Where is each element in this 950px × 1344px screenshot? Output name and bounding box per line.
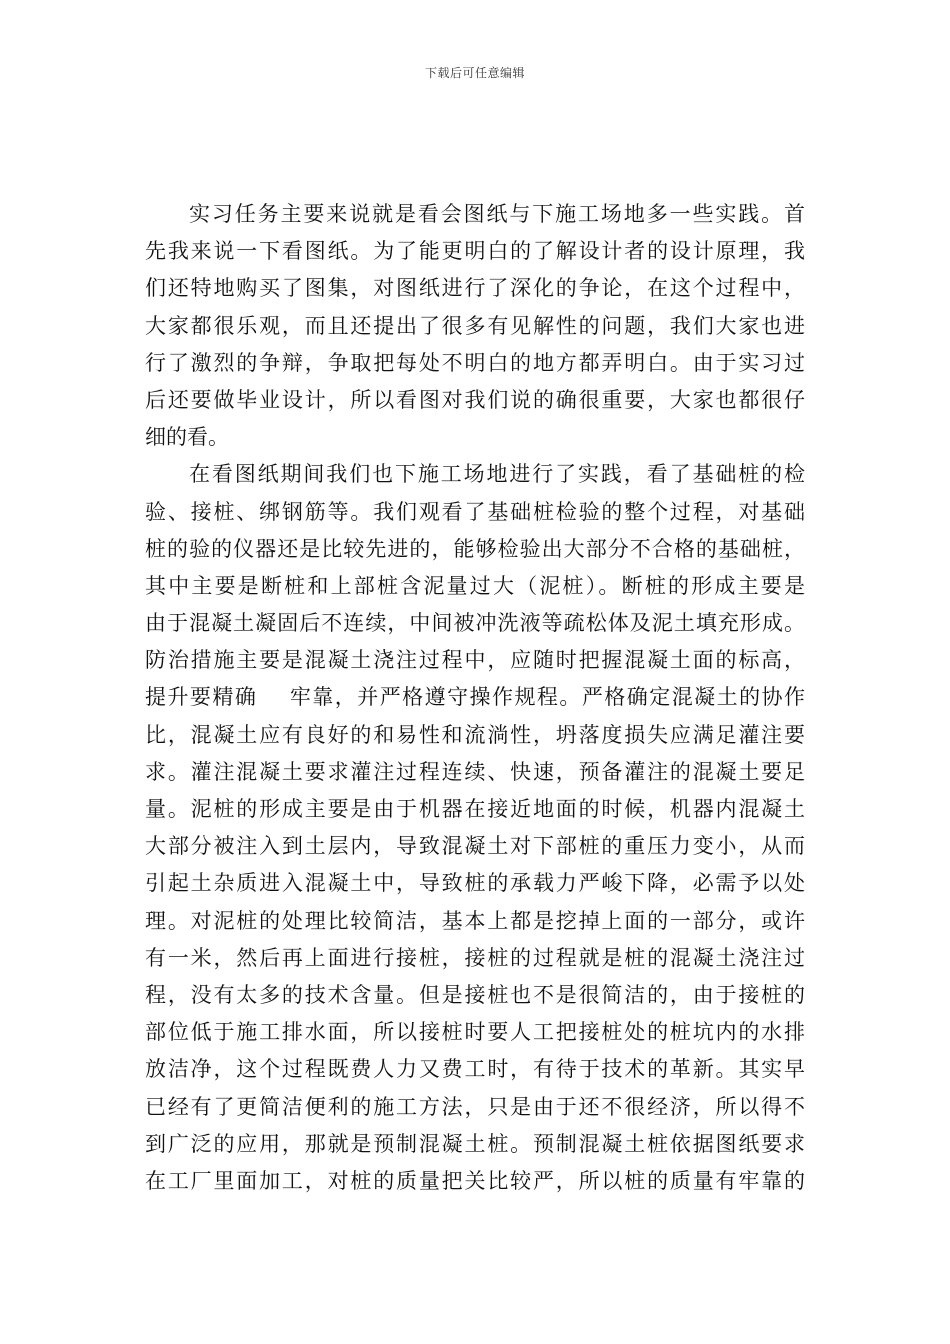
paragraph-1-line: 大家都很乐观，而且还提出了很多有见解性的问题，我们大家也进 xyxy=(145,313,805,338)
paragraph-2-line: 求。灌注混凝土要求灌注过程连续、快速，预备灌注的混凝土要足 xyxy=(145,759,805,784)
paragraph-1-line: 细的看。 xyxy=(145,425,229,450)
document-body xyxy=(145,196,805,1200)
paragraph-1-line: 实习任务主要来说就是看会图纸与下施工场地多一些实践。首 xyxy=(189,202,805,226)
paragraph-2-line: 桩的验的仪器还是比较先进的，能够检验出大部分不合格的基础桩， xyxy=(145,536,805,561)
paragraph-2-line: 由于混凝土凝固后不连续，中间被冲洗液等疏松体及泥土填充形成。 xyxy=(145,611,805,636)
paragraph-2-line: 提升要精确 牢靠，并严格遵守操作规程。严格确定混凝土的协作 xyxy=(145,685,805,710)
paragraph-1-line: 们还特地购买了图集，对图纸进行了深化的争论，在这个过程中， xyxy=(145,276,805,301)
paragraph-2-line: 部位低于施工排水面，所以接桩时要人工把接桩处的桩坑内的水排 xyxy=(145,1020,805,1045)
paragraph-2-line: 在看图纸期间我们也下施工场地进行了实践，看了基础桩的检 xyxy=(189,462,805,487)
paragraph-2-line: 程，没有太多的技术含量。但是接桩也不是很简洁的，由于接桩的 xyxy=(145,982,805,1007)
paragraph-2-line: 在工厂里面加工，对桩的质量把关比较严，所以桩的质量有牢靠的 xyxy=(145,1168,805,1193)
paragraph-2-line: 量。泥桩的形成主要是由于机器在接近地面的时候，机器内混凝土 xyxy=(145,797,805,821)
paragraph-2-line: 验、接桩、绑钢筋等。我们观看了基础桩检验的整个过程，对基础 xyxy=(145,499,805,524)
paragraph-2-line: 理。对泥桩的处理比较简洁，基本上都是挖掉上面的一部分，或许 xyxy=(145,908,805,933)
paragraph-2-line: 放洁净，这个过程既费人力又费工时，有待于技术的革新。其实早 xyxy=(145,1057,805,1082)
paragraph-1-line: 后还要做毕业设计，所以看图对我们说的确很重要，大家也都很仔 xyxy=(145,387,805,412)
paragraph-1-line: 先我来说一下看图纸。为了能更明白的了解设计者的设计原理，我 xyxy=(145,239,805,264)
paragraph-2-line: 其中主要是断桩和上部桩含泥量过大（泥桩）。断桩的形成主要是 xyxy=(145,573,805,598)
paragraph-2-line: 大部分被注入到土层内，导致混凝土对下部桩的重压力变小，从而 xyxy=(145,834,805,859)
paragraph-2-line: 比，混凝土应有良好的和易性和流淌性，坍落度损失应满足灌注要 xyxy=(145,722,805,747)
paragraph-2-line: 有一米，然后再上面进行接桩，接桩的过程就是桩的混凝土浇注过 xyxy=(145,945,805,970)
paragraph-2-line: 到广泛的应用，那就是预制混凝土桩。预制混凝土桩依据图纸要求 xyxy=(145,1131,805,1156)
paragraph-2-line: 防治措施主要是混凝土浇注过程中，应随时把握混凝土面的标高， xyxy=(145,648,805,673)
paragraph-2-line: 已经有了更简洁便利的施工方法，只是由于还不很经济，所以得不 xyxy=(145,1094,805,1119)
page-header-note: 下载后可任意编辑 xyxy=(424,66,525,80)
paragraph-2-line: 引起土杂质进入混凝土中，导致桩的承载力严峻下降，必需予以处 xyxy=(145,871,805,896)
paragraph-1-line: 行了激烈的争辩，争取把每处不明白的地方都弄明白。由于实习过 xyxy=(145,350,805,375)
